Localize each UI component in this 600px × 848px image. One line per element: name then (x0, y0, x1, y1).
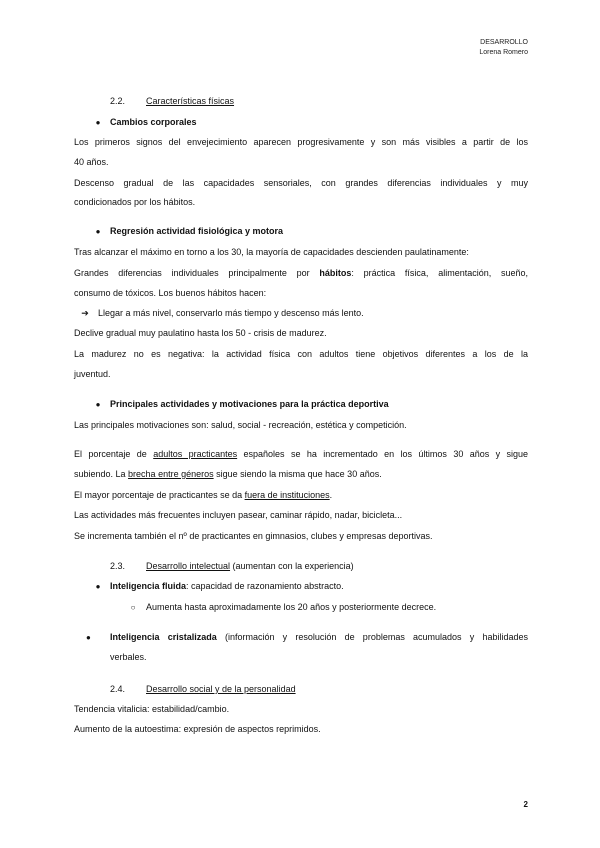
bullet-text: : capacidad de razonamiento abstracto. (186, 581, 344, 591)
arrow-item (78, 307, 532, 319)
page-header (479, 38, 528, 58)
page-number: 2 (523, 800, 528, 809)
text-run: El porcentaje de (74, 449, 154, 459)
bullet-title: Inteligencia cristalizada (110, 632, 217, 642)
paragraph-line: 40 años. (74, 157, 109, 167)
text-run: Grandes diferencias individuales principalmente por (74, 268, 320, 278)
paragraph-line: Las principales motivaciones son: salud, social - recreación, estética y competición. (74, 420, 407, 430)
paragraph-line: Tendencia vitalicia: estabilidad/cambio. (74, 704, 230, 714)
bullet-icon: ● (95, 582, 101, 591)
sub-bullet-item (126, 601, 580, 614)
paragraph-line: Se incrementa también el nº de practicantes en gimnasios, clubes y empresas deportivas. (74, 531, 433, 541)
paragraph-line: Declive gradual muy paulatino hasta los 50 - crisis de madurez. (74, 328, 327, 338)
underlined-term: adultos practicantes (153, 449, 238, 459)
paragraph-line: Los primeros signos del envejecimiento aparecen progresivamente y son más visibles a partir de los (74, 137, 528, 147)
paragraph-line: Tras alcanzar el máximo en torno a los 30, la mayoría de capacidades descienden paulatinamente: (74, 247, 469, 257)
text-run: españoles se ha incrementado en los últimos 30 años y sigue (237, 449, 529, 459)
bold-term: hábitos (319, 268, 352, 278)
paragraph-line: Aumento de la autoestima: expresión de aspectos reprimidos. (74, 724, 321, 734)
section-title-suffix: (aumentan con la experiencia) (230, 561, 354, 571)
bullet-heading (86, 398, 540, 411)
bullet-icon: ● (95, 227, 101, 236)
section-heading-2-2 (110, 95, 564, 107)
text-run: sigue siendo la misma que hace 30 años. (213, 469, 382, 479)
header-author: Lorena Romero (479, 49, 528, 56)
paragraph-line: La madurez no es negativa: la actividad física con adultos tiene objetivos diferentes a los de la (74, 349, 528, 359)
bullet-title: Inteligencia fluida (110, 581, 187, 591)
section-heading-2-4 (110, 683, 564, 695)
arrow-right-icon: ➔ (81, 308, 89, 318)
text-run: subiendo. La (74, 469, 129, 479)
text-run: . (329, 490, 333, 500)
paragraph-line: Las actividades más frecuentes incluyen pasear, caminar rápido, nadar, bicicleta... (74, 510, 403, 520)
bullet-item (86, 631, 528, 644)
bullet-title: Cambios corporales (110, 117, 197, 127)
text-run: : práctica física, alimentación, sueño, (351, 268, 528, 278)
paragraph-line (74, 468, 528, 480)
paragraph-line (74, 489, 528, 501)
paragraph-line: juventud. (74, 369, 111, 379)
paragraph-line (74, 267, 528, 279)
bullet-icon: ● (95, 118, 101, 127)
paragraph-line: condicionados por los hábitos. (74, 197, 196, 207)
bullet-heading (86, 225, 540, 238)
paragraph-line: verbales. (110, 652, 147, 662)
circle-bullet-icon: ○ (130, 603, 136, 612)
underlined-term: brecha entre géneros (128, 469, 214, 479)
bullet-item (86, 580, 540, 593)
section-number: 2.2. (110, 96, 126, 106)
underlined-term: fuera de instituciones (244, 490, 330, 500)
header-title: DESARROLLO (480, 39, 528, 46)
paragraph-line: Descenso gradual de las capacidades sensoriales, con grandes diferencias individuales y muy (74, 178, 528, 188)
bullet-text: (información y resolución de problemas acumulados y habilidades (216, 632, 529, 642)
section-title: Características físicas (146, 96, 235, 106)
section-title: Desarrollo social y de la personalidad (146, 684, 296, 694)
sub-bullet-text: Aumenta hasta aproximadamente los 20 años y posteriormente decrece. (146, 602, 437, 612)
section-number: 2.4. (110, 684, 126, 694)
bullet-title: Regresión actividad fisiológica y motora (110, 226, 284, 236)
bullet-icon: ● (86, 633, 91, 642)
paragraph-line: consumo de tóxicos. Los buenos hábitos hacen: (74, 288, 267, 298)
bullet-icon: ● (95, 400, 101, 409)
text-run: El mayor porcentaje de practicantes se da (74, 490, 245, 500)
paragraph-line (74, 448, 528, 460)
section-number: 2.3. (110, 561, 126, 571)
section-heading-2-3 (110, 560, 564, 572)
arrow-item-text: Llegar a más nivel, conservarlo más tiempo y descenso más lento. (98, 308, 364, 318)
section-title: Desarrollo intelectual (146, 561, 231, 571)
bullet-title: Principales actividades y motivaciones para la práctica deportiva (110, 399, 389, 409)
bullet-heading (86, 116, 540, 129)
